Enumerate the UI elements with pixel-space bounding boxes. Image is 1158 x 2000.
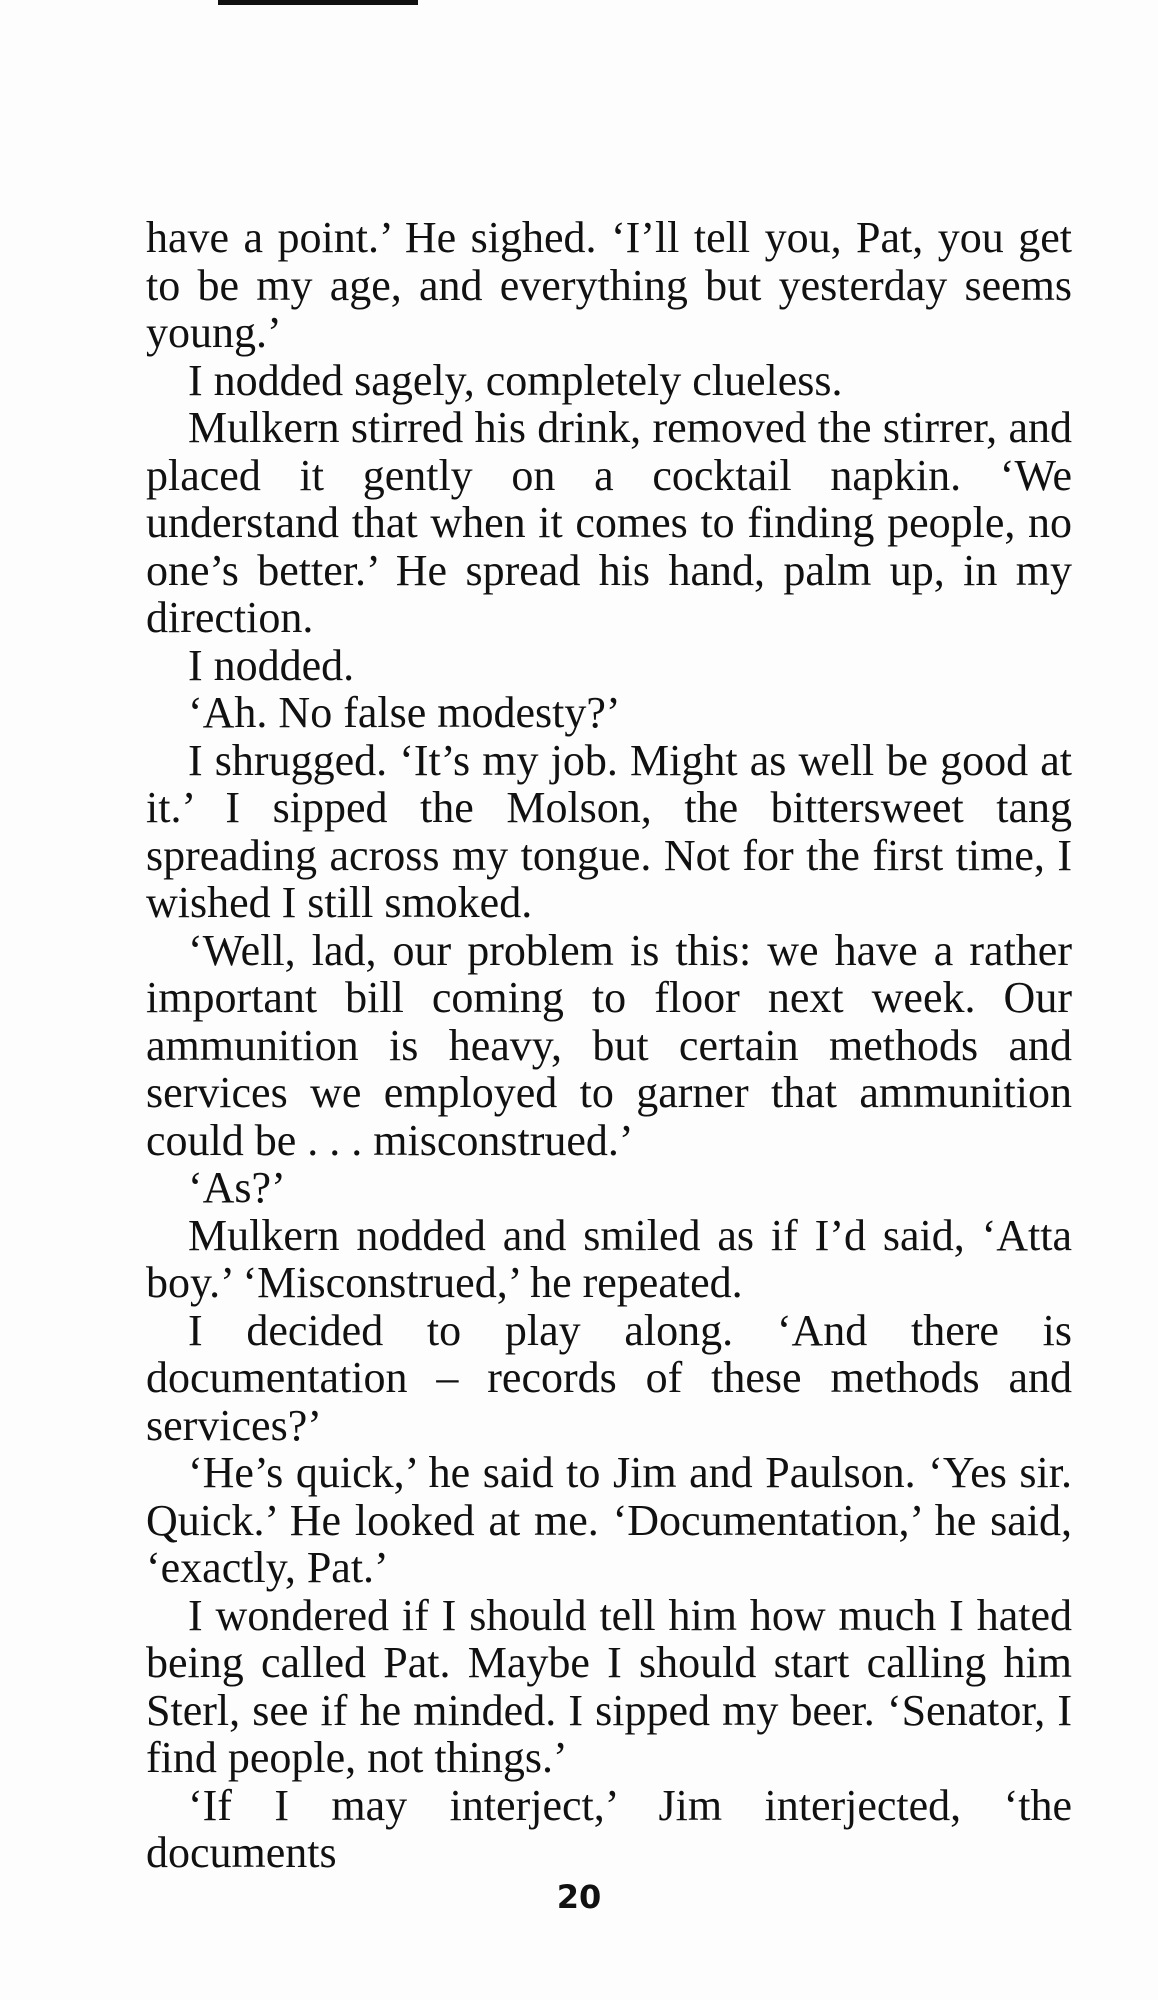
paragraph: I decided to play along. ‘And there is documentation – records of these methods and services?’ bbox=[146, 1305, 1072, 1450]
top-rule bbox=[218, 0, 418, 5]
page-body bbox=[146, 214, 1072, 1877]
paragraph: I wondered if I should tell him how much I hated being called Pat. Maybe I should start calling him Sterl, see if he minded. I sipped my beer. ‘Senator, I find people, not things.’ bbox=[146, 1590, 1072, 1782]
paragraph: I nodded. bbox=[188, 640, 355, 690]
paragraph: have a point.’ He sighed. ‘I’ll tell you, Pat, you get to be my age, and everything but yesterday seems young.’ bbox=[146, 213, 1072, 357]
paragraph: ‘Ah. No false modesty?’ bbox=[188, 688, 621, 737]
paragraph: ‘As?’ bbox=[188, 1163, 286, 1212]
paragraph: I shrugged. ‘It’s my job. Might as well be good at it.’ I sipped the Molson, the bittersweet tang spreading across my tongue. Not for the first time, I wished I still smoked. bbox=[146, 735, 1072, 927]
paragraph: Mulkern nodded and smiled as if I’d said, ‘Atta boy.’ ‘Misconstrued,’ he repeated. bbox=[146, 1210, 1072, 1307]
paragraph: ‘If I may interject,’ Jim interjected, ‘the documents bbox=[146, 1780, 1072, 1877]
paragraph: I nodded sagely, completely clueless. bbox=[188, 355, 843, 405]
paragraph: ‘He’s quick,’ he said to Jim and Paulson. ‘Yes sir. Quick.’ He looked at me. ‘Documentation,’ he said, ‘exactly, Pat.’ bbox=[146, 1448, 1072, 1592]
paragraph: Mulkern stirred his drink, removed the stirrer, and placed it gently on a cocktail napkin. ‘We understand that when it comes to finding people, no one’s better.’ He spread his hand, palm up, in my direction. bbox=[146, 403, 1072, 642]
page-number: 20 bbox=[556, 1878, 602, 1916]
paragraph: ‘Well, lad, our problem is this: we have a rather important bill coming to floor next week. Our ammunition is heavy, but certain methods and services we employed to garner that ammunition could be . . . misconstrued.’ bbox=[146, 925, 1072, 1165]
